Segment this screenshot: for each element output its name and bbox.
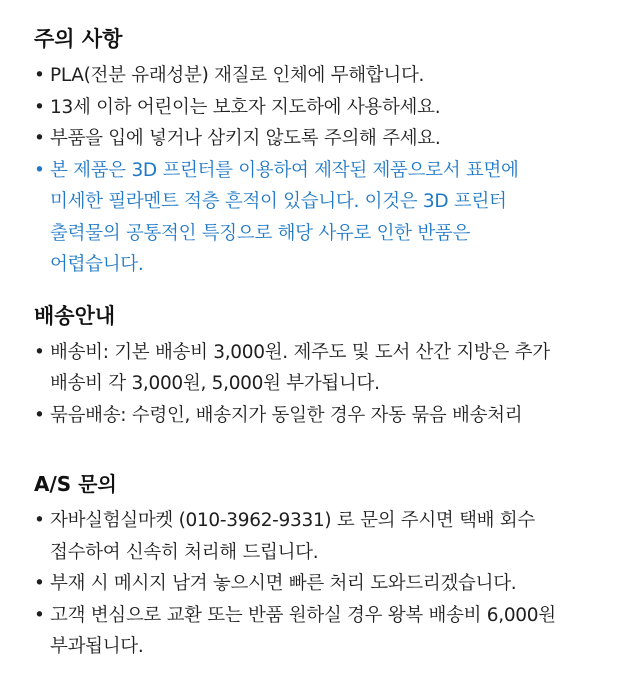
- caution-item-age: [34, 92, 610, 124]
- as-item-line: 부재 시 메시지 남겨 놓으시면 빠른 처리 도와드리겠습니다.: [50, 573, 517, 594]
- caution-item-line: 미세한 필라멘트 적층 흔적이 있습니다. 이것은 3D 프린터: [50, 191, 507, 212]
- caution-item-line: 출력물의 공통적인 특징으로 해당 사유로 인한 반품은: [50, 222, 471, 244]
- bullet-dot: •: [34, 128, 45, 149]
- bullet-dot: •: [34, 65, 45, 86]
- as-item-line: 고객 변심으로 교환 또는 반품 원하실 경우 왕복 배송비 6,000원: [50, 604, 556, 626]
- shipping-section: [34, 301, 610, 432]
- shipping-title: 배송안내: [34, 303, 116, 328]
- as-section: [34, 469, 610, 663]
- caution-title: 주의 사항: [34, 27, 123, 51]
- as-item-line: 접수하여 신속히 처리해 드립니다.: [50, 541, 319, 563]
- shipping-item-bundle: [34, 400, 610, 432]
- bullet-dot: •: [34, 404, 45, 426]
- as-item-line: 부과됩니다.: [50, 636, 144, 657]
- caution-item-line: 어렵습니다.: [50, 254, 144, 275]
- as-list: [34, 505, 610, 663]
- caution-section: [34, 24, 610, 281]
- as-item-contact: [34, 505, 610, 568]
- as-item-message: [34, 568, 610, 600]
- shipping-item-line: 배송비: 기본 배송비 3,000원. 제주도 및 도서 산간 지방은 추가: [50, 341, 550, 363]
- shipping-list: [34, 337, 610, 432]
- as-title: A/S 문의: [34, 472, 117, 496]
- bullet-dot: •: [34, 159, 45, 181]
- bullet-dot: •: [34, 510, 45, 531]
- as-item-return-fee: [34, 600, 610, 663]
- shipping-item-fee: [34, 337, 610, 400]
- caution-item-3d-print-notice: [34, 155, 610, 281]
- bullet-dot: •: [34, 604, 45, 626]
- shipping-item-line: 묶음배송: 수령인, 배송지가 동일한 경우 자동 묶음 배송처리: [50, 404, 523, 426]
- caution-list: [34, 60, 610, 281]
- caution-item-swallow: [34, 123, 610, 155]
- caution-item-material: [34, 60, 610, 92]
- caution-item-line: 13세 이하 어린이는 보호자 지도하에 사용하세요.: [50, 96, 441, 118]
- caution-item-line: PLA(전분 유래성분) 재질로 인체에 무해합니다.: [50, 65, 425, 86]
- caution-item-line: 본 제품은 3D 프린터를 이용하여 제작된 제품으로서 표면에: [50, 159, 519, 181]
- bullet-dot: •: [34, 573, 45, 594]
- as-item-line: 자바실험실마켓 (010-3962-9331) 로 문의 주시면 택배 회수: [50, 510, 535, 531]
- bullet-dot: •: [34, 96, 45, 118]
- shipping-item-line: 배송비 각 3,000원, 5,000원 부가됩니다.: [50, 373, 380, 394]
- caution-item-line: 부품을 입에 넣거나 삼키지 않도록 주의해 주세요.: [50, 128, 441, 149]
- bullet-dot: •: [34, 341, 45, 363]
